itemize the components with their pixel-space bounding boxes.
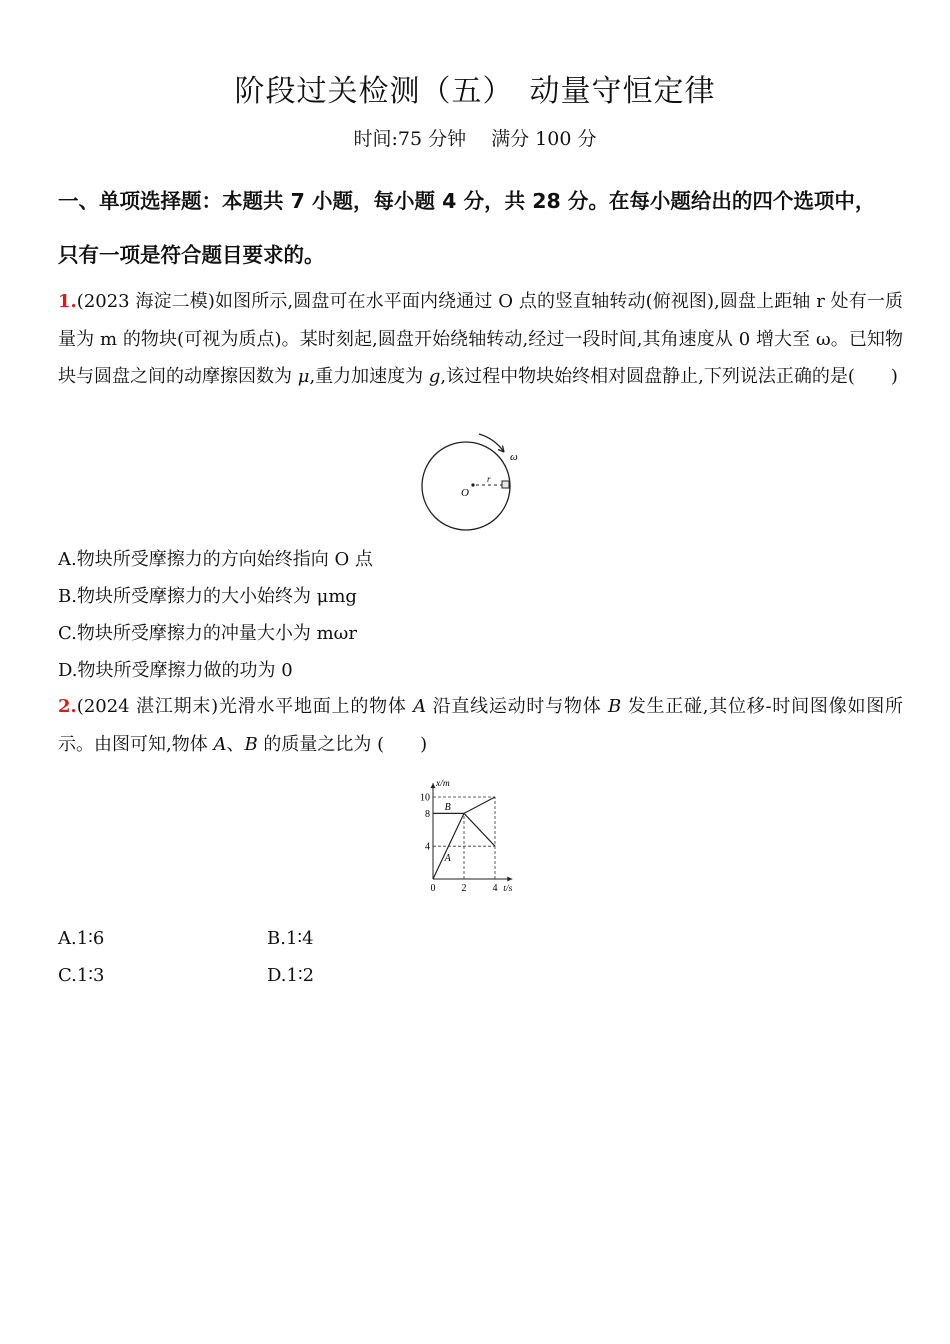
option-d: D.物块所受摩擦力做的功为 0 <box>58 660 293 681</box>
position-time-chart <box>408 765 540 895</box>
question-number: 1. <box>58 291 77 312</box>
option-a: A.1∶6 <box>58 928 105 949</box>
y-tick-label: 10 <box>420 792 430 804</box>
rotation-arrow <box>479 434 504 452</box>
question-number: 2. <box>58 696 77 717</box>
symbol-B: B <box>607 696 622 717</box>
option-d: D.1∶2 <box>267 965 315 986</box>
label-O: O <box>461 487 469 499</box>
question-stem-part: 沿直线运动时与物体 <box>426 696 608 717</box>
question-stem: (2023 海淀二模)如图所示,圆盘可在水平面内绕通过 O 点的竖直轴转动(俯视图),圆盘上距轴 r 处有一质量为 m 的物块(可视为质点)。某时刻起,圆盘开始绕轴转动,经过一段时间,其角速度从 0 增大至 ω。已知物块与圆盘之间的动摩擦因数为 <box>58 291 903 387</box>
y-tick-label: 4 <box>425 841 430 853</box>
y-axis-arrow-icon <box>431 783 436 788</box>
question-1 <box>58 283 903 396</box>
y-tick-label: 8 <box>425 808 430 820</box>
y-axis-label: x/m <box>436 779 450 790</box>
disk-circle <box>422 442 510 530</box>
x-tick-label: 4 <box>492 883 498 894</box>
question-2-options <box>58 920 314 994</box>
exam-meta: 时间:75 分钟 满分 100 分 <box>353 128 597 150</box>
symbol-mu: μ <box>297 366 310 387</box>
series-label-B: B <box>444 802 451 814</box>
block <box>502 481 509 488</box>
axis-point <box>471 483 474 486</box>
disk-figure <box>420 430 530 534</box>
symbol-A: A <box>413 696 427 717</box>
question-stem-part: 的质量之比为 ( ) <box>257 733 428 755</box>
question-2 <box>58 688 903 763</box>
question-stem-part: 发生正碰,其位移-时间图像如图所示。由图可知,物体 <box>58 696 903 755</box>
section-heading <box>58 174 903 282</box>
series-label-A: A <box>444 852 451 864</box>
x-axis-arrow-icon <box>507 877 512 882</box>
x-axis-label: t/s <box>503 884 513 894</box>
option-a: A.物块所受摩擦力的方向始终指向 O 点 <box>58 549 373 570</box>
option-c: C.1∶3 <box>58 965 105 986</box>
x-tick-label: 2 <box>461 883 467 894</box>
option-b: B.物块所受摩擦力的大小始终为 μmg <box>58 586 357 607</box>
label-r: r <box>487 474 491 484</box>
symbol-A: A <box>213 733 227 755</box>
option-c: C.物块所受摩擦力的冲量大小为 mωr <box>58 623 357 644</box>
symbol-g: g <box>428 366 441 387</box>
separator: 、 <box>226 733 245 755</box>
x-tick-label: 0 <box>430 883 436 894</box>
question-1-options <box>58 541 903 689</box>
page-title: 阶段过关检测（五） 动量守恒定律 <box>234 74 716 109</box>
label-omega: ω <box>510 451 518 463</box>
section-heading-line1: 一、单项选择题：本题共 7 小题，每小题 4 分，共 28 分。在每小题给出的四个选项中， <box>58 189 876 213</box>
question-stem: (2024 湛江期末)光滑水平地面上的物体 <box>76 696 414 717</box>
question-stem-part: ,该过程中物块始终相对圆盘静止,下列说法正确的是( ) <box>440 366 898 387</box>
symbol-B: B <box>244 733 258 755</box>
section-heading-line2: 只有一项是符合题目要求的。 <box>58 243 325 267</box>
option-b: B.1∶4 <box>267 928 314 949</box>
question-stem-part: ,重力加速度为 <box>309 366 429 387</box>
